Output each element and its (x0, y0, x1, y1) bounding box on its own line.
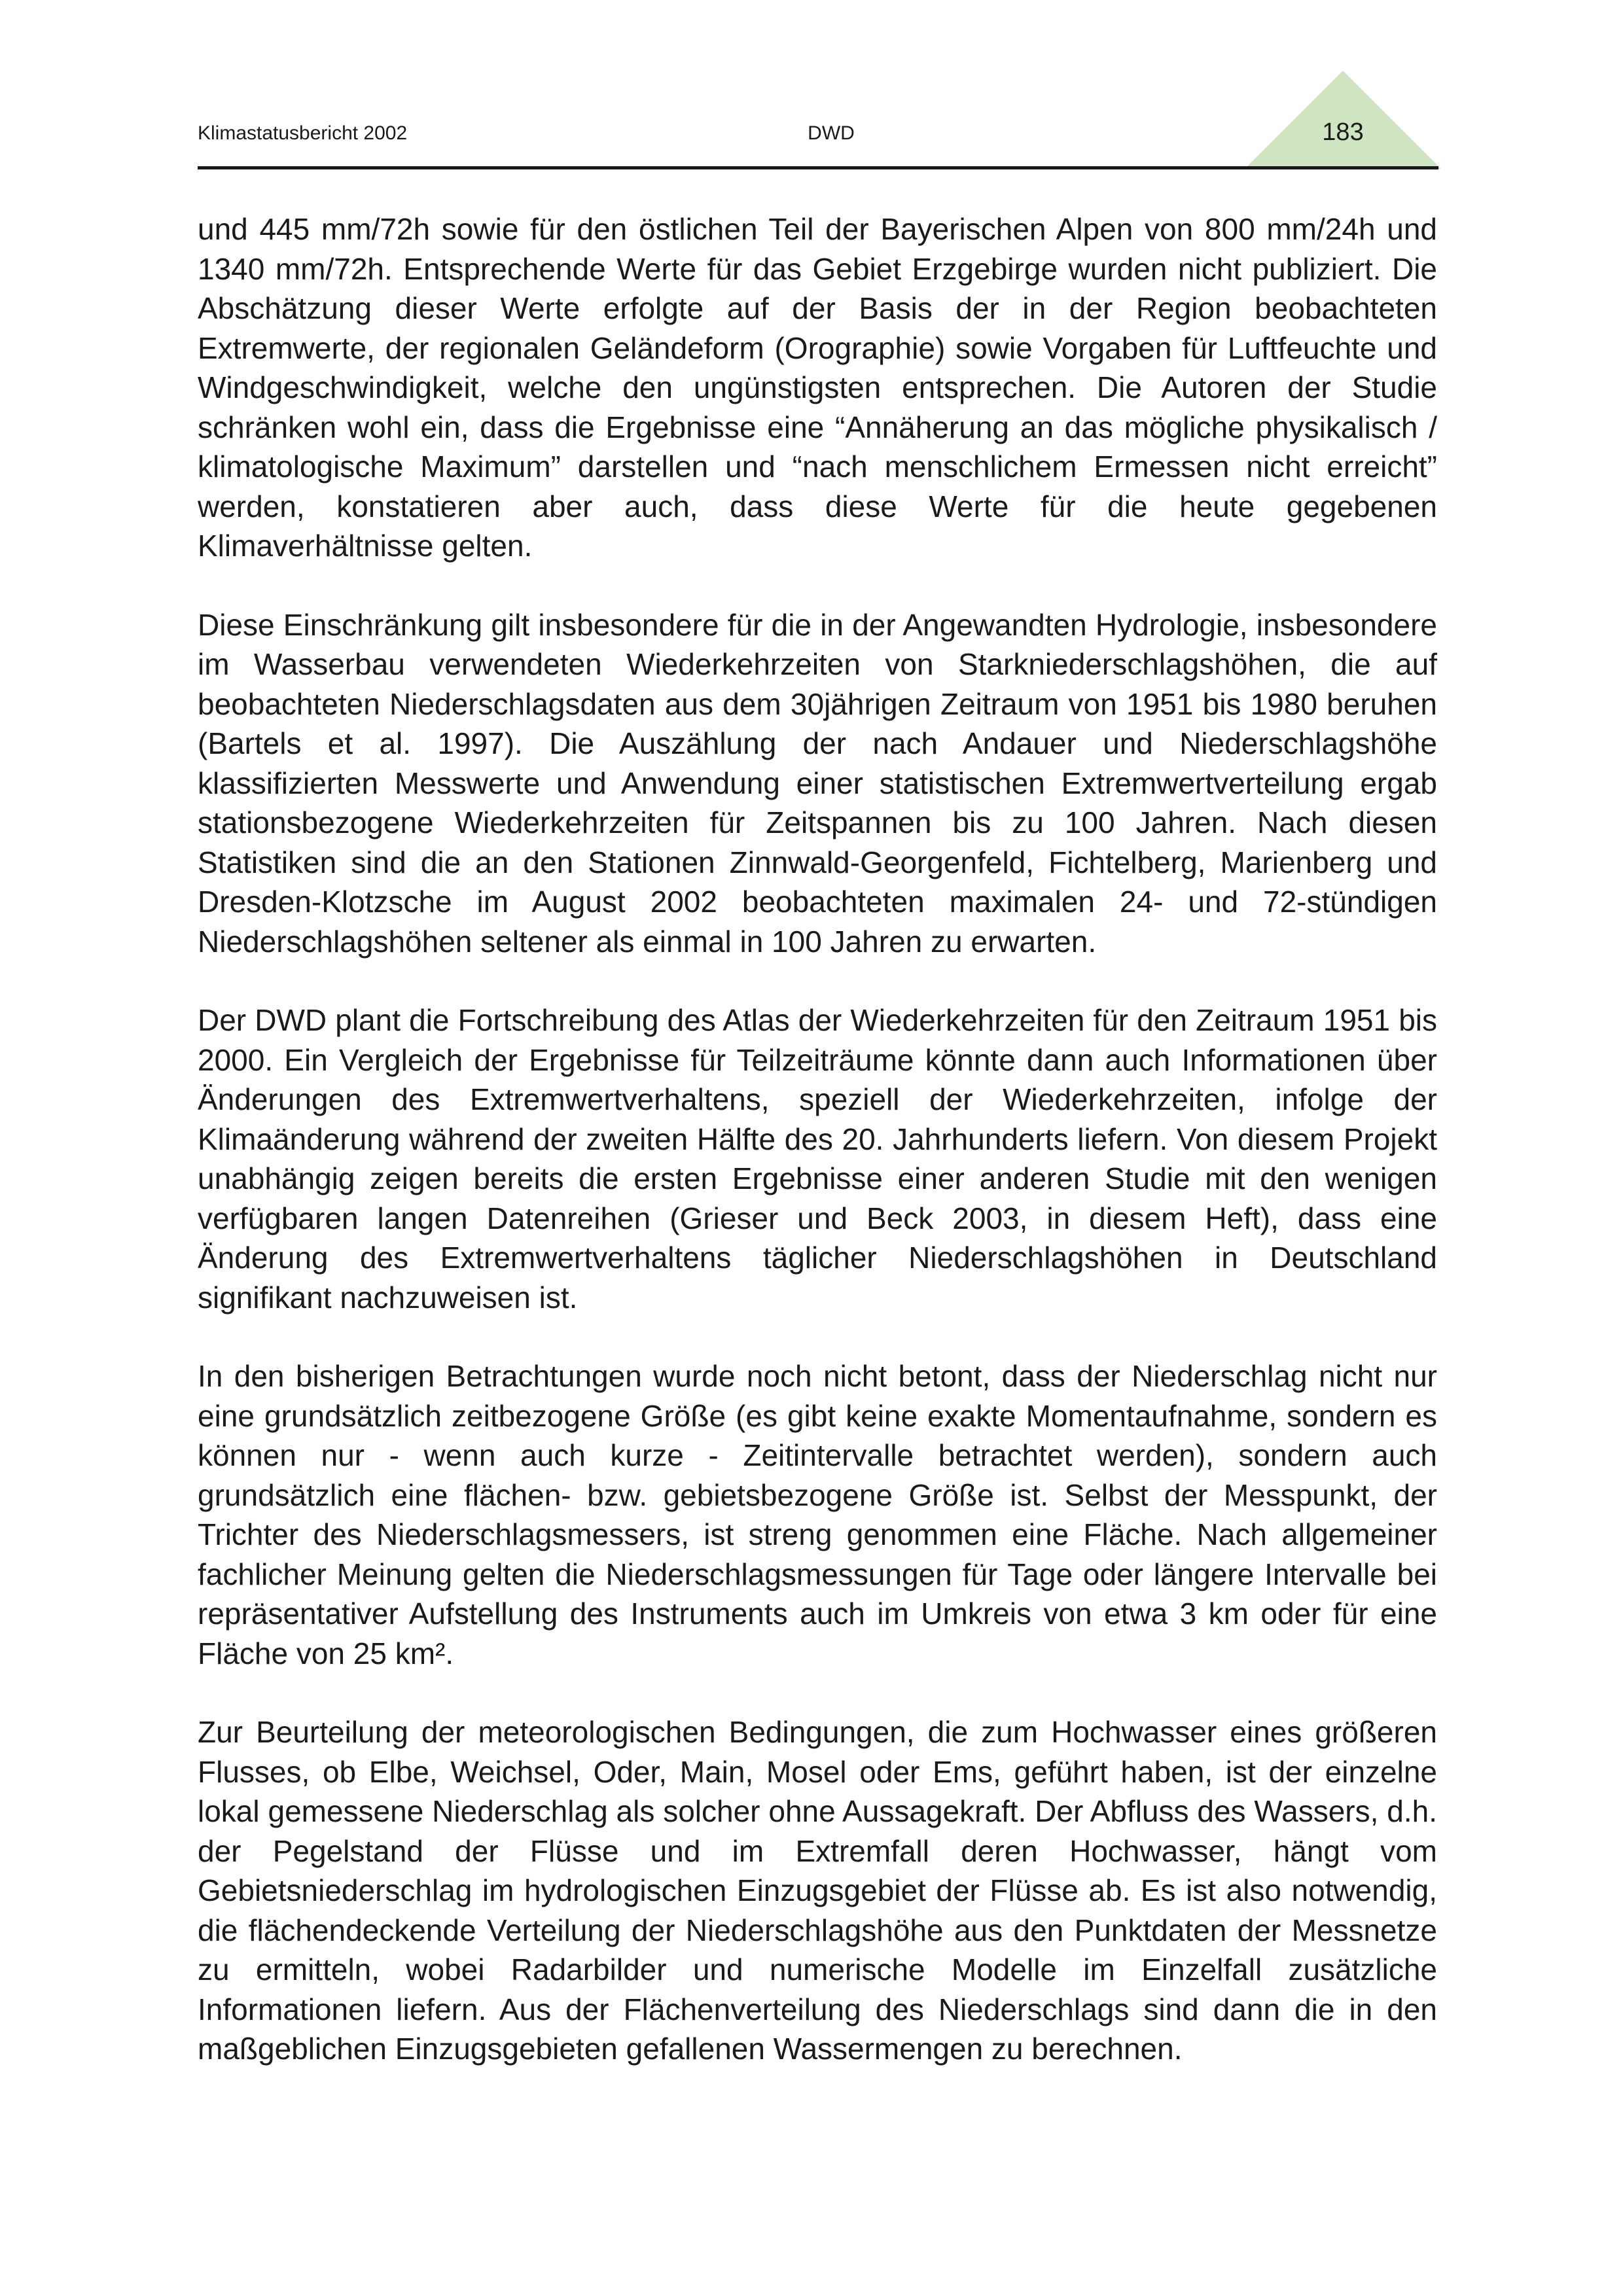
paragraph-4: In den bisherigen Betrachtungen wurde noch nicht betont, dass der Niederschlag nicht nur eine grundsätzlich zeitbezogene Größe (es gibt keine exakte Momentaufnahme, sondern es können nur - wenn auch kurze - Zeitintervalle betrachtet werden), sondern auch grundsätzlich eine flächen- bzw. gebietsbezogene Größe ist. Selbst der Messpunkt, der Trichter des Niederschlagsmessers, ist streng genommen eine Fläche. Nach allgemeiner fachlicher Meinung gelten die Niederschlagsmessungen für Tage oder längere Intervalle bei repräsentativer Aufstellung des Instruments auch im Umkreis von etwa 3 km oder für eine Fläche von 25 km². (198, 1359, 1437, 1670)
header-publication-title: Klimastatusbericht 2002 (198, 122, 408, 144)
header-divider (198, 166, 1438, 169)
document-body (198, 209, 1437, 2108)
page-header (0, 0, 1623, 170)
page-number: 183 (1322, 118, 1364, 146)
header-publisher: DWD (808, 122, 855, 144)
paragraph-5: Zur Beurteilung der meteorologischen Bedingungen, die zum Hochwasser eines größeren Flusses, ob Elbe, Weichsel, Oder, Main, Mosel oder Ems, geführt haben, ist der einzelne lokal gemessene Niederschlag als solcher ohne Aussagekraft. Der Abfluss des Wassers, d.h. der Pegelstand der Flüsse und im Extremfall deren Hochwasser, hängt vom Gebietsniederschlag im hydrologischen Einzugsgebiet der Flüsse ab. Es ist also notwendig, die flächendeckende Verteilung der Niederschlagshöhe aus den Punktdaten der Messnetze zu ermitteln, wobei Radarbilder und numerische Modelle im Einzelfall zusätzliche Informationen liefern. Aus der Flächenverteilung des Niederschlags sind dann die in den maßgeblichen Einzugsgebieten gefallenen Wassermengen zu berechnen. (198, 1715, 1437, 2066)
paragraph-1: und 445 mm/72h sowie für den östlichen Teil der Bayerischen Alpen von 800 mm/24h und 1340 mm/72h. Entsprechende Werte für das Gebiet Erzgebirge wurden nicht publiziert. Die Abschätzung dieser Werte erfolgte auf der Basis der in der Region beobachteten Extremwerte, der regionalen Geländeform (Orographie) sowie Vorgaben für Luftfeuchte und Windgeschwindigkeit, welche den ungünstigsten entsprechen. Die Autoren der Studie schränken wohl ein, dass die Ergebnisse eine “Annäherung an das mögliche physikalisch / klimatologische Maximum” darstellen und “nach menschlichem Ermessen nicht erreicht” werden, konstatieren aber auch, dass diese Werte für die heute gegebenen Klimaverhältnisse gelten. (198, 212, 1437, 563)
paragraph-3: Der DWD plant die Fortschreibung des Atlas der Wiederkehrzeiten für den Zeitraum 1951 bis 2000. Ein Vergleich der Ergebnisse für Teilzeiträume könnte dann auch Informationen über Änderungen des Extremwertverhaltens, speziell der Wiederkehrzeiten, infolge der Klimaänderung während der zweiten Hälfte des 20. Jahrhunderts liefern. Von diesem Projekt unabhängig zeigen bereits die ersten Ergebnisse einer anderen Studie mit den wenigen verfügbaren langen Datenreihen (Grieser und Beck 2003, in diesem Heft), dass eine Änderung des Extremwertverhaltens täglicher Niederschlagshöhen in Deutschland signifikant nachzuweisen ist. (198, 1003, 1437, 1315)
paragraph-2: Diese Einschränkung gilt insbesondere für die in der Angewandten Hydrologie, insbesondere im Wasserbau verwendeten Wiederkehrzeiten von Starkniederschlagshöhen, die auf beobachteten Niederschlagsdaten aus dem 30jährigen Zeitraum von 1951 bis 1980 beruhen (Bartels et al. 1997). Die Auszählung der nach Andauer und Niederschlagshöhe klassifizierten Messwerte und Anwendung einer statistischen Extremwertverteilung ergab stationsbezogene Wiederkehrzeiten für Zeitspannen bis zu 100 Jahren. Nach diesen Statistiken sind die an den Stationen Zinnwald-Georgenfeld, Fichtelberg, Marienberg und Dresden-Klotzsche im August 2002 beobachteten maximalen 24- und 72-stündigen Niederschlagshöhen seltener als einmal in 100 Jahren zu erwarten. (198, 607, 1437, 959)
